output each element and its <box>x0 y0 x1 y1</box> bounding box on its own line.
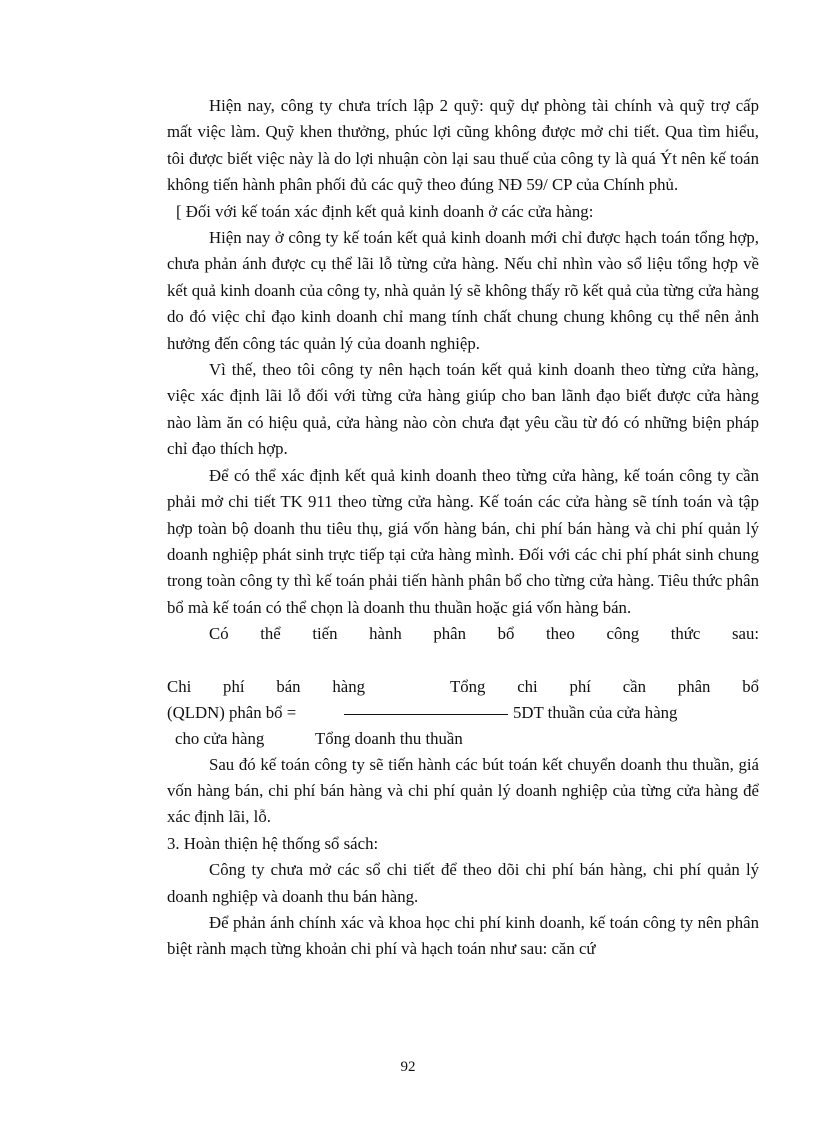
bullet-heading <box>167 199 759 225</box>
document-body <box>167 93 759 963</box>
paragraph-ledgers: Công ty chưa mở các sổ chi tiết để theo dõi chi phí bán hàng, chi phí quản lý doanh nghiệp và doanh thu bán hàng. <box>167 860 759 906</box>
formula-left-line1: Chi phí bán hàng <box>167 676 365 696</box>
section-heading-3: 3. Hoàn thiện hệ thống sổ sách: <box>167 833 379 853</box>
bullet-marker: [ <box>176 201 182 221</box>
paragraph-funds: Hiện nay, công ty chưa trích lập 2 quỹ: quỹ dự phòng tài chính và quỹ trợ cấp mất việc làm. Quỹ khen thưởng, phúc lợi cũng không được mở chi tiết. Qua tìm hiểu, tôi được biết việc này là do lợi nhuận còn lại sau thuế của công ty là quá Ýt nên kế toán không tiến hành phân phối đủ các quỹ theo đúng NĐ 59/ CP của Chính phủ. <box>167 96 759 195</box>
paragraph-tk911: Để có thể xác định kết quả kinh doanh theo từng cửa hàng, kế toán công ty cần phải mở chi tiết TK 911 theo từng cửa hàng. Kế toán các cửa hàng sẽ tính toán và tập hợp toàn bộ doanh thu tiêu thụ, giá vốn hàng bán, chi phí bán hàng và chi phí quản lý doanh nghiệp phát sinh trực tiếp tại cửa hàng mình. Đối với các chi phí phát sinh chung trong toàn công ty thì kế toán phải tiến hành phân bổ cho từng cửa hàng. Tiêu thức phân bổ mà kế toán có thể chọn là doanh thu thuần hoặc giá vốn hàng bán. <box>167 465 759 617</box>
paragraph-recommendation: Vì thế, theo tôi công ty nên hạch toán kết quả kinh doanh theo từng cửa hàng, việc xác định lãi lỗ đối với từng cửa hàng giúp cho ban lãnh đạo biết được cửa hàng nào làm ăn có hiệu quả, cửa hàng nào còn chưa đạt yêu cầu từ đó có những biện pháp chỉ đạo thích hợp. <box>167 360 759 459</box>
formula-multiplier: 5DT thuần của cửa hàng <box>513 702 678 722</box>
formula-denominator: Tổng doanh thu thuần <box>315 728 463 748</box>
fraction-bar <box>344 714 508 715</box>
paragraph-closing-entries: Sau đó kế toán công ty sẽ tiến hành các bút toán kết chuyển doanh thu thuần, giá vốn hàng bán, chi phí bán hàng và chi phí quản lý doanh nghiệp của từng cửa hàng để xác định lãi, lỗ. <box>167 754 759 827</box>
allocation-formula <box>167 674 759 752</box>
formula-left-line2: (QLDN) phân bổ = <box>167 702 297 722</box>
paragraph-formula-intro: Có thể tiến hành phân bổ theo công thức sau: <box>209 624 759 644</box>
formula-numerator: Tổng chi phí cần phân bổ <box>450 676 759 696</box>
paragraph-current-accounting: Hiện nay ở công ty kế toán kết quả kinh doanh mới chỉ được hạch toán tổng hợp, chưa phản ánh được cụ thể lãi lỗ từng cửa hàng. Nếu chỉ nhìn vào sổ liệu tổng hợp về kết quả kinh doanh của công ty, nhà quản lý sẽ không thấy rõ kết quả của từng cửa hàng do đó việc chỉ đạo kinh doanh chỉ mang tính chất chung chung không cụ thể nên ảnh hưởng đến công tác quản lý của doanh nghiệp. <box>167 228 759 353</box>
bullet-heading-text: Đối với kế toán xác định kết quả kinh doanh ở các cửa hàng: <box>185 201 594 221</box>
formula-left-line3: cho cửa hàng <box>175 728 265 748</box>
page-number: 92 <box>400 1059 416 1075</box>
paragraph-cost-classification: Để phản ánh chính xác và khoa học chi phí kinh doanh, kế toán công ty nên phân biệt rành mạch từng khoản chi phí và hạch toán như sau: căn cứ <box>167 912 759 959</box>
